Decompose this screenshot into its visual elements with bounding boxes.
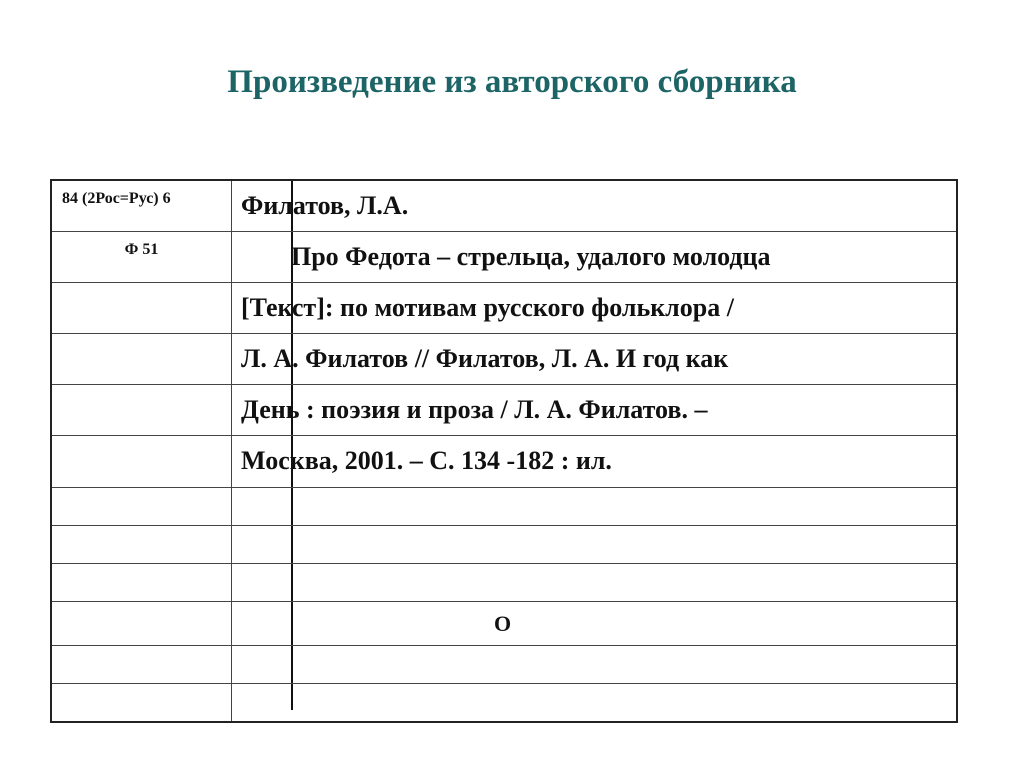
row-line xyxy=(52,231,956,232)
row-line xyxy=(52,435,956,436)
card-line: Л. А. Филатов // Филатов, Л. А. И год как xyxy=(241,344,729,373)
row-line xyxy=(52,683,956,684)
row-line xyxy=(52,333,956,334)
row-line xyxy=(52,525,956,526)
column-divider xyxy=(231,181,232,721)
card-line-title: Про Федота – стрельца, удалого молодца xyxy=(291,242,771,271)
card-line: [Текст]: по мотивам русского фольклора / xyxy=(241,293,734,322)
row-line xyxy=(52,563,956,564)
row-line xyxy=(52,384,956,385)
row-line xyxy=(52,487,956,488)
row-line xyxy=(52,282,956,283)
row-line xyxy=(52,645,956,646)
card-line: Москва, 2001. – С. 134 -182 : ил. xyxy=(241,446,612,475)
catalog-card xyxy=(50,179,958,723)
tracing-mark: О xyxy=(494,611,512,636)
row-line xyxy=(52,601,956,602)
slide-title: Произведение из авторского сборника xyxy=(227,64,797,100)
classification-index: 84 (2Рос=Рус) 6 xyxy=(62,190,171,207)
card-line: День : поэзия и проза / Л. А. Филатов. – xyxy=(241,395,708,424)
author-sign: Ф 51 xyxy=(124,241,159,258)
card-line-author: Филатов, Л.А. xyxy=(241,191,409,220)
